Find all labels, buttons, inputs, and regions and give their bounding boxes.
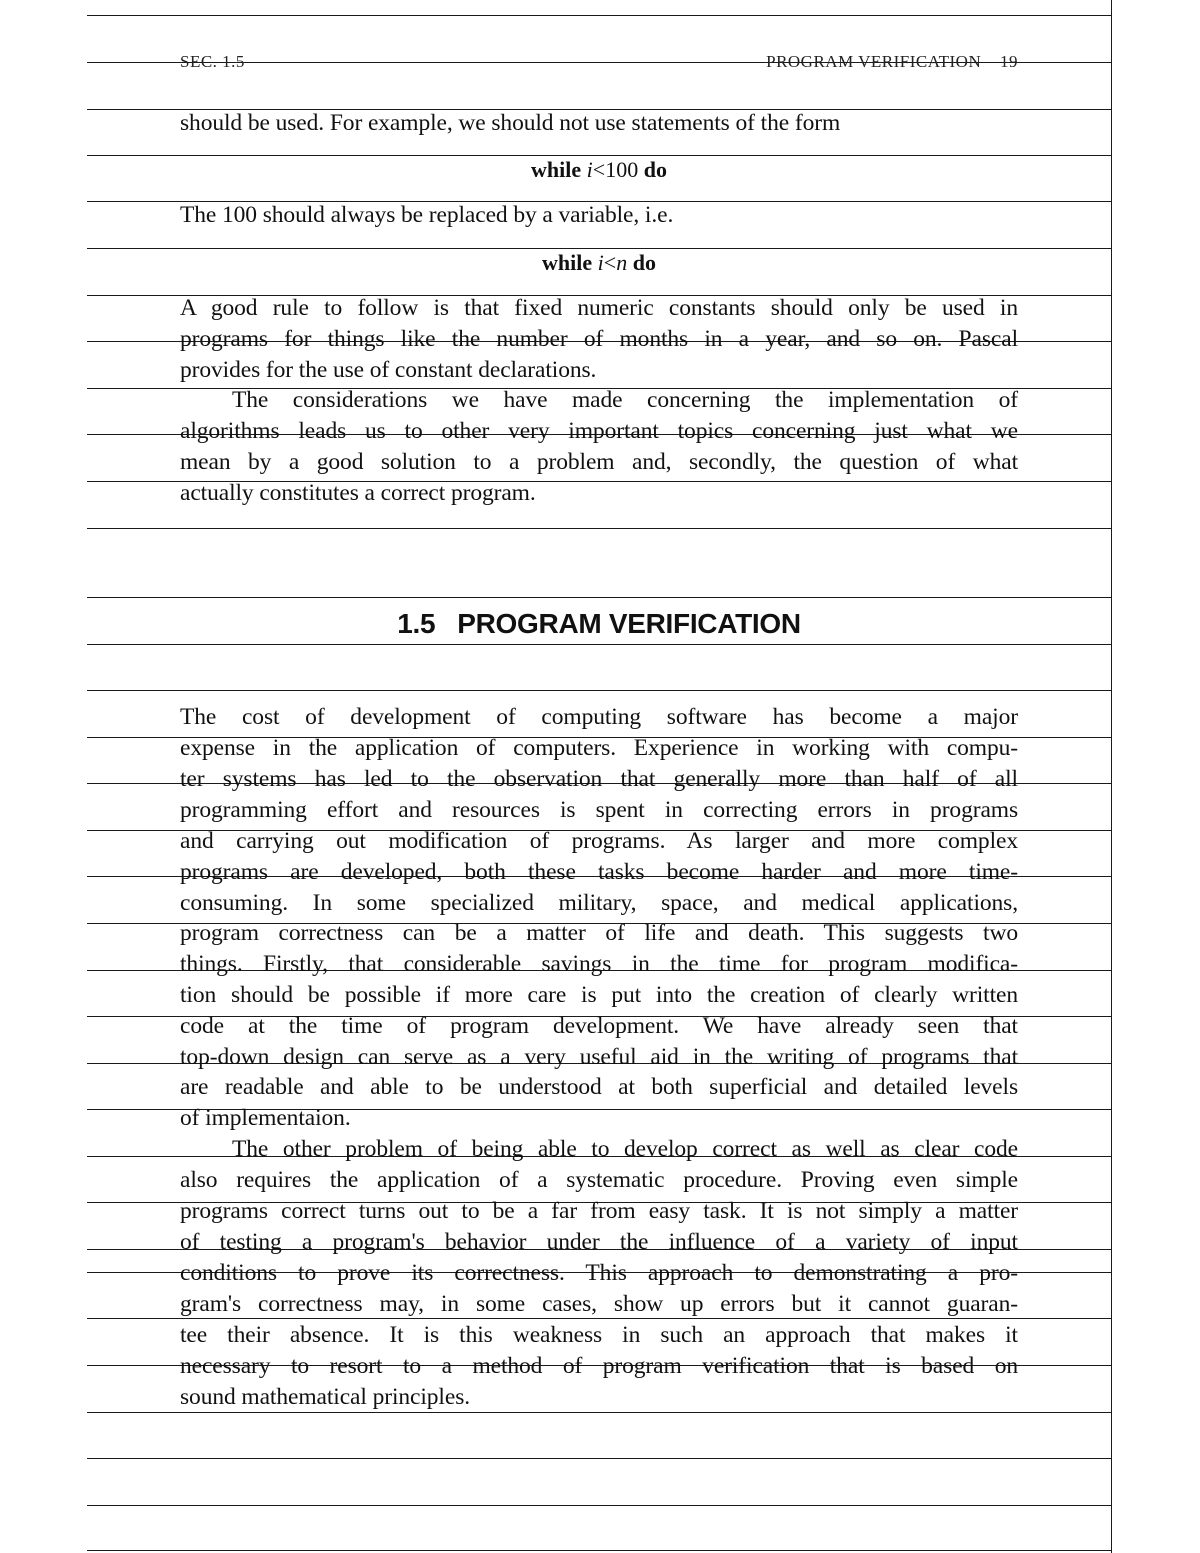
body-line: consuming. In some specialized military, space, and medical applications, <box>180 890 1018 916</box>
body-line: programs for things like the number of months in a year, and so on. Pascal <box>180 326 1018 352</box>
section-title: PROGRAM VERIFICATION <box>457 608 801 639</box>
body-line: expense in the application of computers. Experience in working with compu- <box>180 735 1018 761</box>
code-keyword: while <box>542 250 593 275</box>
body-line: top-down design can serve as a very useful aid in the writing of programs that <box>180 1044 1018 1070</box>
body-line: program correctness can be a matter of life and death. This suggests two <box>180 920 1018 946</box>
ruled-line <box>87 597 1112 598</box>
body-line: algorithms leads us to other very important topics concerning just what we <box>180 418 1018 444</box>
ruled-line <box>87 15 1112 16</box>
page-number: 19 <box>1000 52 1018 71</box>
body-line: conditions to prove its correctness. This approach to demonstrating a pro- <box>180 1260 1018 1286</box>
code-variable: i <box>586 157 593 182</box>
ruled-line <box>87 1505 1112 1506</box>
body-line: provides for the use of constant declarations. <box>180 357 597 383</box>
code-keyword: while <box>531 157 582 182</box>
code-example-1 <box>180 154 1018 185</box>
code-keyword: do <box>643 157 667 182</box>
body-line: The cost of development of computing software has become a major <box>180 704 1018 730</box>
body-line: things. Firstly, that considerable savings in the time for program modifica- <box>180 951 1018 977</box>
body-line: code at the time of program development. We have already seen that <box>180 1013 1018 1039</box>
ruled-line <box>87 1550 1112 1551</box>
ruled-line <box>87 690 1112 691</box>
section-number: 1.5 <box>397 608 436 639</box>
body-line: of implementaion. <box>180 1105 351 1131</box>
body-line: also requires the application of a systematic procedure. Proving even simple <box>180 1167 1018 1193</box>
body-line: programs correct turns out to be a far from easy task. It is not simply a matter <box>180 1198 1018 1224</box>
running-head-title-text: PROGRAM VERIFICATION <box>766 52 982 71</box>
body-line: necessary to resort to a method of program verification that is based on <box>180 1353 1018 1379</box>
code-expression: <100 <box>592 157 639 182</box>
body-line: actually constitutes a correct program. <box>180 480 536 506</box>
code-variable: n <box>616 250 628 275</box>
code-variable: i <box>597 250 604 275</box>
body-line: are readable and able to be understood at both superficial and detailed levels <box>180 1074 1018 1100</box>
body-line: The considerations we have made concerning the implementation of <box>232 387 1018 413</box>
body-line: A good rule to follow is that fixed numeric constants should only be used in <box>180 295 1018 321</box>
ruled-line <box>87 1458 1112 1459</box>
body-line: programs are developed, both these tasks become harder and more time- <box>180 859 1018 885</box>
body-line: The other problem of being able to develop correct as well as clear code <box>232 1136 1018 1162</box>
body-line: tion should be possible if more care is put into the creation of clearly written <box>180 982 1018 1008</box>
body-line: should be used. For example, we should not use statements of the form <box>180 110 841 136</box>
ruled-line <box>87 528 1112 529</box>
running-head-title <box>600 52 1018 72</box>
code-keyword: do <box>632 250 656 275</box>
body-line: gram's correctness may, in some cases, show up errors but it cannot guaran- <box>180 1291 1018 1317</box>
body-line: tee their absence. It is this weakness in such an approach that makes it <box>180 1322 1018 1348</box>
running-head-section: SEC. 1.5 <box>180 52 245 71</box>
code-example-2 <box>180 247 1018 278</box>
body-line: The 100 should always be replaced by a variable, i.e. <box>180 202 674 228</box>
body-line: mean by a good solution to a problem and, secondly, the question of what <box>180 449 1018 475</box>
body-line: programming effort and resources is spent in correcting errors in programs <box>180 797 1018 823</box>
section-heading <box>180 606 1018 642</box>
code-operator: < <box>603 250 617 275</box>
right-margin-line <box>1111 0 1112 1553</box>
body-line: of testing a program's behavior under the influence of a variety of input <box>180 1229 1018 1255</box>
body-line: ter systems has led to the observation that generally more than half of all <box>180 766 1018 792</box>
ruled-line <box>87 644 1112 645</box>
body-line: sound mathematical principles. <box>180 1384 471 1410</box>
body-line: and carrying out modification of programs. As larger and more complex <box>180 828 1018 854</box>
